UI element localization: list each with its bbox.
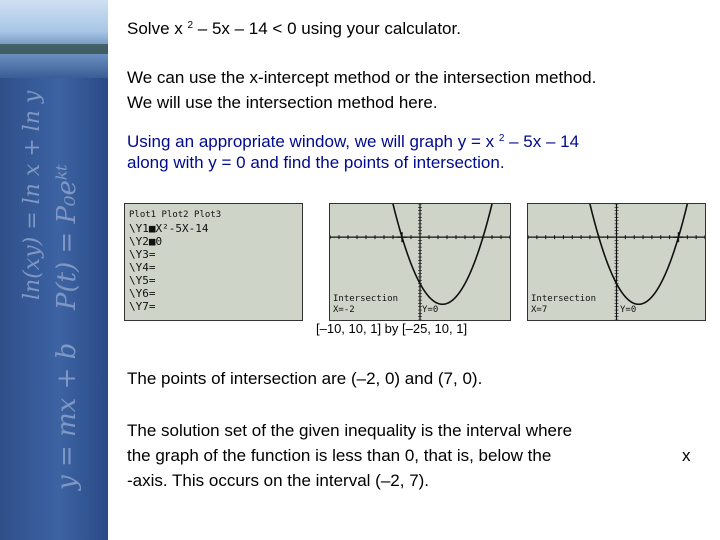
exponent: 2 xyxy=(498,133,505,144)
intersection-label: Intersection xyxy=(333,294,399,304)
decorative-sidebar xyxy=(0,0,108,540)
solution-line-3: -axis. This occurs on the interval (–2, 7). xyxy=(127,471,430,490)
window-instruction-1 xyxy=(127,128,579,153)
x-readout: X=7 xyxy=(531,305,548,315)
solution-line-2 xyxy=(127,445,691,467)
problem-text: Solve x xyxy=(127,19,188,38)
y-readout: Y=0 xyxy=(620,305,637,315)
water xyxy=(0,54,108,78)
y5-line: \Y5= xyxy=(129,274,156,287)
solution-line-1: The solution set of the given inequality is the interval where xyxy=(127,421,573,440)
y6-line: \Y6= xyxy=(129,287,156,300)
shoreline xyxy=(0,44,108,54)
y-readout: Y=0 xyxy=(422,305,439,315)
calculator-graph-intersection-1 xyxy=(329,203,511,321)
x-axis-word: x xyxy=(682,446,691,465)
y7-line: \Y7= xyxy=(129,300,156,313)
y3-line: \Y3= xyxy=(129,248,156,261)
calculator-y-editor xyxy=(124,203,303,321)
intersection-label: Intersection xyxy=(531,294,597,304)
y1-line: \Y1■X²-5X-14 xyxy=(129,222,209,235)
problem-text-rest: – 5x – 14 < 0 using your calculator. xyxy=(193,19,461,38)
lake-photo xyxy=(0,0,108,78)
y-editor-text xyxy=(129,207,221,313)
instruction-text-rest: – 5x – 14 xyxy=(504,132,580,151)
instruction-text: Using an appropriate window, we will graph y = x xyxy=(127,132,499,151)
calculator-graph-intersection-2 xyxy=(527,203,706,321)
x-readout: X=-2 xyxy=(333,305,355,315)
problem-statement xyxy=(127,15,461,40)
method-line-2: We will use the intersection method here. xyxy=(127,93,438,112)
plot-header: Plot1 Plot2 Plot3 xyxy=(129,210,222,220)
sidebar-formula-line: y = mx + b xyxy=(52,342,82,490)
window-caption: [–10, 10, 1] by [–25, 10, 1] xyxy=(316,321,468,336)
intersection-result: The points of intersection are (–2, 0) and (7, 0). xyxy=(127,369,483,388)
sidebar-formula-log: ln(xy) = ln x + ln y xyxy=(20,90,45,300)
exponent: 2 xyxy=(187,20,194,31)
method-line-1: We can use the x-intercept method or the intersection method. xyxy=(127,68,597,87)
y4-line: \Y4= xyxy=(129,261,156,274)
window-instruction-2: along with y = 0 and find the points of intersection. xyxy=(127,153,505,172)
sidebar-formula-growth: P(t) = P₀eᵏᵗ xyxy=(52,164,82,310)
y2-line: \Y2■0 xyxy=(129,235,163,248)
solution-text: the graph of the function is less than 0, that is, below the xyxy=(127,446,552,465)
